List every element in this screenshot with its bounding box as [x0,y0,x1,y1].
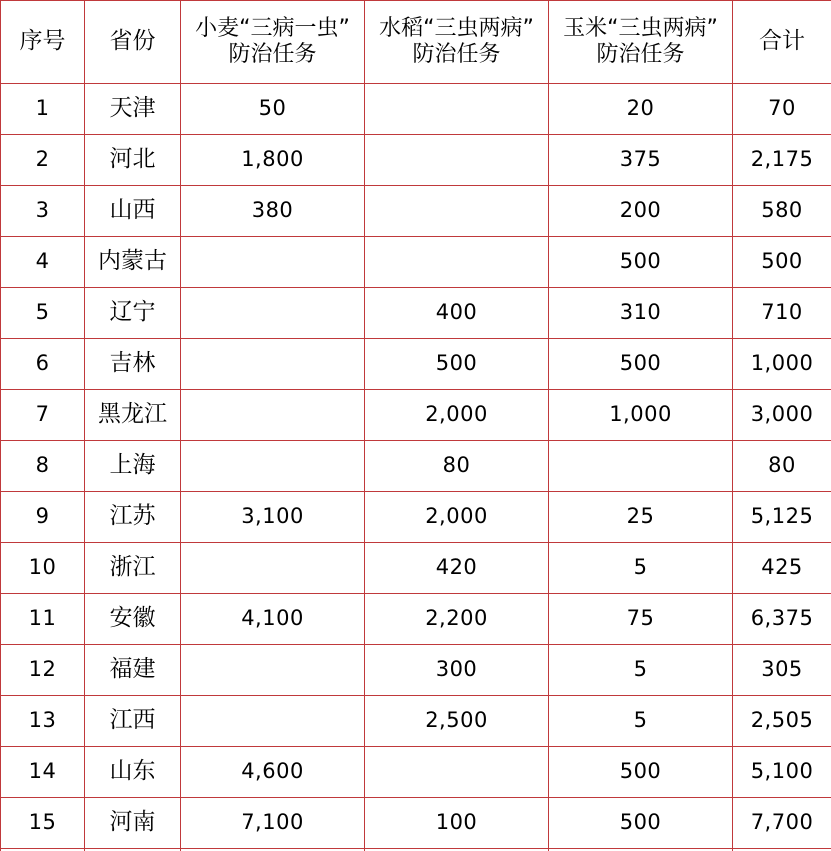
cell-province: 山东 [85,747,181,798]
header-wheat [181,1,365,84]
cell-seq: 14 [1,747,85,798]
cell-seq: 13 [1,696,85,747]
table-row [1,645,831,696]
header-rice-line1: 水稻“三虫两病” [379,15,534,41]
cell-seq: 12 [1,645,85,696]
cell-province: 河南 [85,798,181,849]
cell-province: 吉林 [85,339,181,390]
cell-province: 浙江 [85,543,181,594]
cell-wheat: 380 [181,186,365,237]
cell-wheat [181,339,365,390]
cell-total: 500 [733,237,831,288]
cell-province: 黑龙江 [85,390,181,441]
cell-corn: 5 [549,645,733,696]
cell-rice: 2,000 [365,492,549,543]
cell-rice [365,135,549,186]
cell-rice [365,186,549,237]
cell-rice: 420 [365,543,549,594]
cell-total: 3,000 [733,390,831,441]
cell-province: 河北 [85,135,181,186]
cell-province: 安徽 [85,594,181,645]
cell-wheat [181,441,365,492]
table-row [1,441,831,492]
cell-province: 内蒙古 [85,237,181,288]
cell-rice [365,84,549,135]
cell-total: 1,000 [733,339,831,390]
table-body [1,84,831,851]
cell-rice: 300 [365,645,549,696]
cell-wheat [181,543,365,594]
cell-rice: 400 [365,288,549,339]
cell-rice: 2,200 [365,594,549,645]
cell-total: 2,175 [733,135,831,186]
cell-seq: 15 [1,798,85,849]
cell-province: 江西 [85,696,181,747]
table-row [1,135,831,186]
table-row [1,798,831,849]
cell-wheat [181,237,365,288]
cell-wheat: 7,100 [181,798,365,849]
cell-total: 80 [733,441,831,492]
cell-rice [365,747,549,798]
cell-seq: 5 [1,288,85,339]
cell-wheat: 4,600 [181,747,365,798]
cell-total: 7,700 [733,798,831,849]
cell-province: 山西 [85,186,181,237]
cell-total: 580 [733,186,831,237]
header-rice [365,1,549,84]
header-corn-line2: 防治任务 [596,42,685,67]
cell-rice: 500 [365,339,549,390]
cell-corn [549,441,733,492]
header-wheat-line2: 防治任务 [228,42,317,67]
header-corn [549,1,733,84]
cell-seq: 2 [1,135,85,186]
header-corn-line1: 玉米“三虫两病” [563,15,718,41]
header-total: 合计 [733,1,831,84]
cell-wheat [181,645,365,696]
cell-total: 710 [733,288,831,339]
cell-seq: 11 [1,594,85,645]
cell-wheat: 4,100 [181,594,365,645]
header-wheat-line1: 小麦“三病一虫” [195,15,350,41]
table-row [1,339,831,390]
header-seq: 序号 [1,1,85,84]
cell-corn: 1,000 [549,390,733,441]
table-row [1,492,831,543]
cell-province: 天津 [85,84,181,135]
table-row [1,696,831,747]
cell-province: 福建 [85,645,181,696]
cell-corn: 500 [549,798,733,849]
cell-wheat [181,288,365,339]
table-row [1,237,831,288]
cell-wheat: 50 [181,84,365,135]
header-province: 省份 [85,1,181,84]
cell-total: 2,505 [733,696,831,747]
cell-corn: 500 [549,237,733,288]
cell-corn: 5 [549,696,733,747]
cell-seq: 6 [1,339,85,390]
cell-corn: 500 [549,747,733,798]
cell-total: 305 [733,645,831,696]
cell-seq: 10 [1,543,85,594]
cell-rice: 2,500 [365,696,549,747]
table-row [1,186,831,237]
cell-corn: 20 [549,84,733,135]
cell-seq: 7 [1,390,85,441]
cell-corn: 25 [549,492,733,543]
header-rice-line2: 防治任务 [412,42,501,67]
cell-rice [365,237,549,288]
cell-total: 5,100 [733,747,831,798]
cell-corn: 200 [549,186,733,237]
cell-province: 上海 [85,441,181,492]
table-row [1,288,831,339]
cell-rice: 2,000 [365,390,549,441]
cell-total: 6,375 [733,594,831,645]
cell-total: 70 [733,84,831,135]
cell-seq: 9 [1,492,85,543]
cell-rice: 80 [365,441,549,492]
header-row [1,1,831,84]
cell-total: 5,125 [733,492,831,543]
table-row [1,84,831,135]
cell-seq: 4 [1,237,85,288]
cell-seq: 3 [1,186,85,237]
table-row [1,543,831,594]
table-row [1,390,831,441]
cell-corn: 75 [549,594,733,645]
cell-seq: 1 [1,84,85,135]
table-row [1,747,831,798]
cell-wheat [181,390,365,441]
cell-wheat [181,696,365,747]
cell-corn: 375 [549,135,733,186]
table-row [1,594,831,645]
cell-corn: 500 [549,339,733,390]
cell-wheat: 1,800 [181,135,365,186]
cell-wheat: 3,100 [181,492,365,543]
cell-seq: 8 [1,441,85,492]
cell-rice: 100 [365,798,549,849]
cell-province: 江苏 [85,492,181,543]
cell-corn: 5 [549,543,733,594]
cell-province: 辽宁 [85,288,181,339]
cell-total: 425 [733,543,831,594]
cell-corn: 310 [549,288,733,339]
